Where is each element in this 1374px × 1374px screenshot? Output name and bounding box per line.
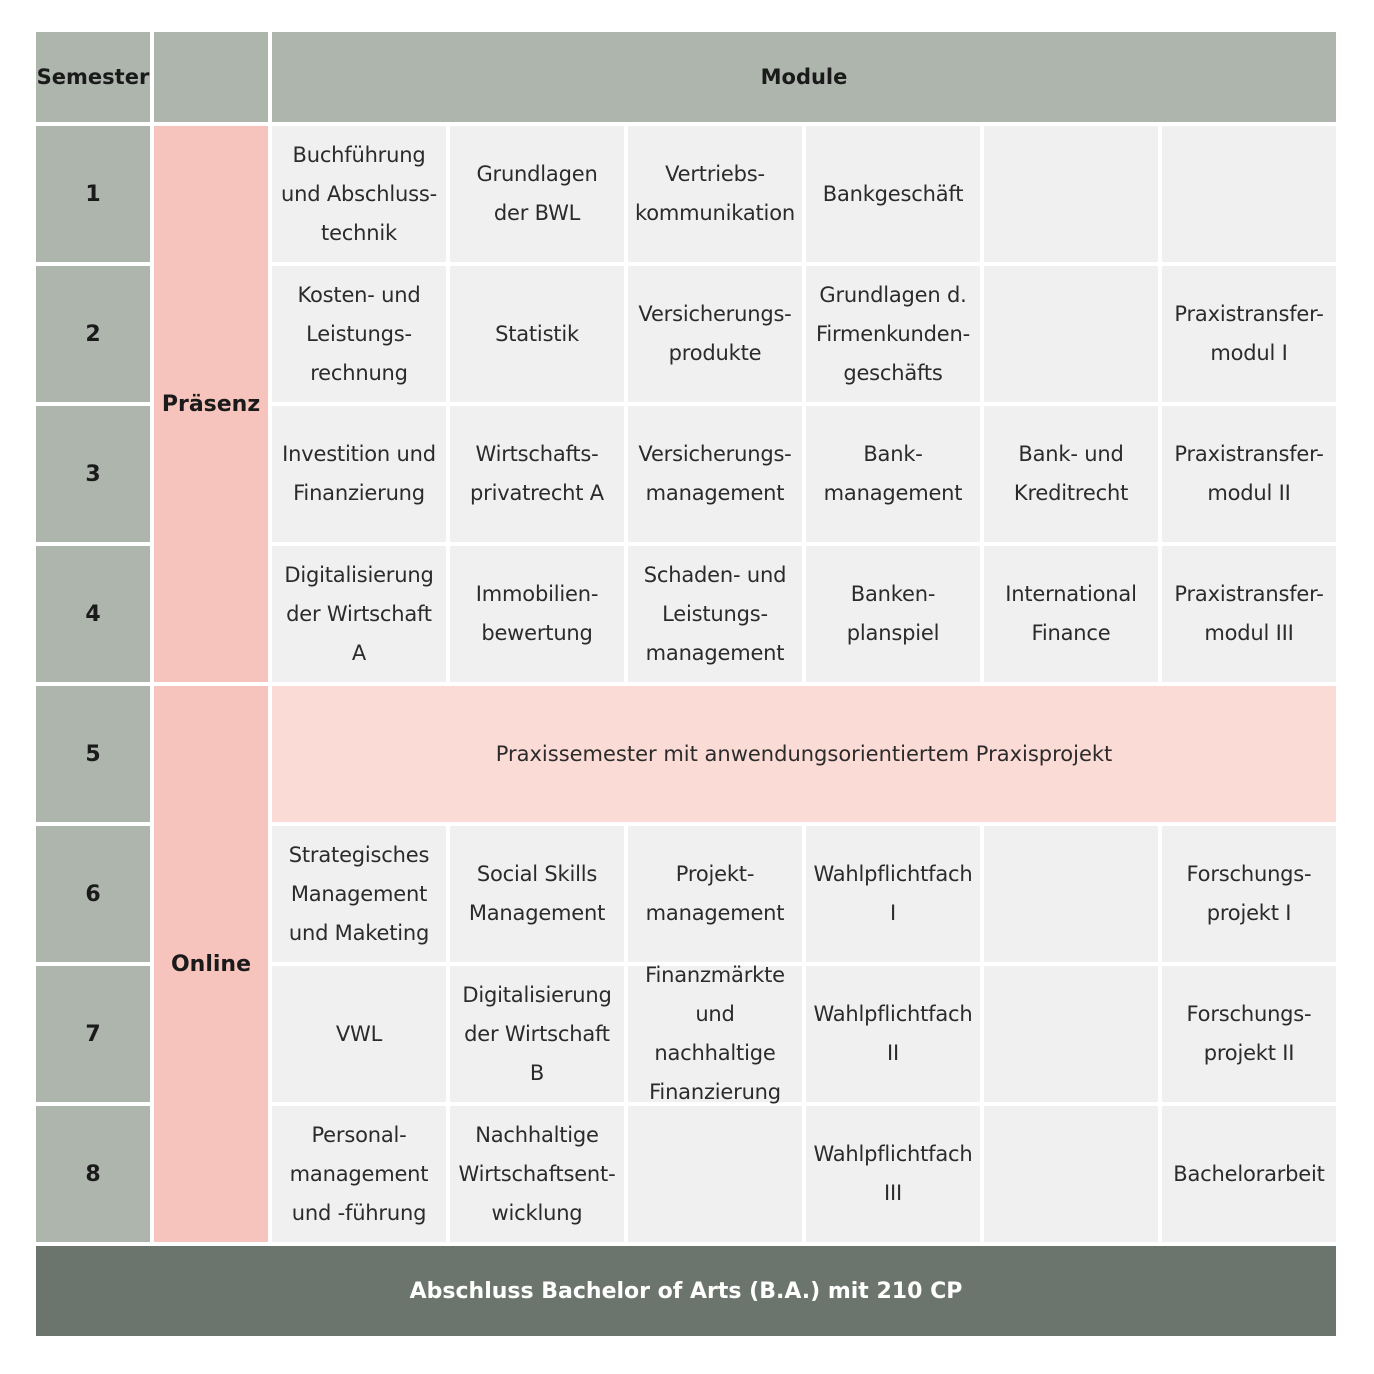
curriculum-table	[36, 32, 1332, 1336]
semester-number: 3	[36, 406, 150, 542]
module-cell: Strategisches Management und Maketing	[272, 826, 446, 962]
module-cell: International Finance	[984, 546, 1158, 682]
module-cell: Wahlpflichtfach I	[806, 826, 980, 962]
module-cell	[984, 126, 1158, 262]
degree-footer: Abschluss Bachelor of Arts (B.A.) mit 210 CP	[36, 1246, 1336, 1336]
module-cell: Schaden- und Leistungs- management	[628, 546, 802, 682]
module-cell: Praxistransfer- modul I	[1162, 266, 1336, 402]
semester-number: 7	[36, 966, 150, 1102]
module-cell: Nachhaltige Wirtschaftsent- wicklung	[450, 1106, 624, 1242]
module-cell: Bank- management	[806, 406, 980, 542]
module-cell: Grundlagen der BWL	[450, 126, 624, 262]
module-cell	[984, 826, 1158, 962]
semester-number: 8	[36, 1106, 150, 1242]
module-cell: Kosten- und Leistungs- rechnung	[272, 266, 446, 402]
semester-number: 6	[36, 826, 150, 962]
module-cell: Investition und Finanzierung	[272, 406, 446, 542]
semester-number: 2	[36, 266, 150, 402]
module-cell: Personal- management und -führung	[272, 1106, 446, 1242]
module-cell: Digitalisierung der Wirtschaft B	[450, 966, 624, 1102]
module-cell: Immobilien- bewertung	[450, 546, 624, 682]
module-cell: Statistik	[450, 266, 624, 402]
semester-number: 5	[36, 686, 150, 822]
module-cell: Banken- planspiel	[806, 546, 980, 682]
module-cell: Finanzmärkte und nachhaltige Finanzierung	[628, 966, 802, 1102]
module-cell: Bachelorarbeit	[1162, 1106, 1336, 1242]
module-cell: Wirtschafts- privatrecht A	[450, 406, 624, 542]
module-cell: Grundlagen d. Firmenkunden- geschäfts	[806, 266, 980, 402]
module-cell	[984, 966, 1158, 1102]
module-cell: Buchführung und Abschluss- technik	[272, 126, 446, 262]
module-cell: Vertriebs- kommunikation	[628, 126, 802, 262]
module-cell: Projekt- management	[628, 826, 802, 962]
header-mode	[154, 32, 268, 122]
module-cell: Bankgeschäft	[806, 126, 980, 262]
module-cell	[984, 1106, 1158, 1242]
header-modules: Module	[272, 32, 1336, 122]
module-cell: Versicherungs- management	[628, 406, 802, 542]
module-cell: Forschungs- projekt II	[1162, 966, 1336, 1102]
mode-online: Online	[154, 686, 268, 1242]
module-cell	[628, 1106, 802, 1242]
module-cell: Wahlpflichtfach III	[806, 1106, 980, 1242]
module-cell: Wahlpflichtfach II	[806, 966, 980, 1102]
module-cell: Bank- und Kreditrecht	[984, 406, 1158, 542]
module-cell	[1162, 126, 1336, 262]
semester-number: 1	[36, 126, 150, 262]
module-cell: Versicherungs- produkte	[628, 266, 802, 402]
module-cell: Praxistransfer- modul III	[1162, 546, 1336, 682]
mode-presence: Präsenz	[154, 126, 268, 682]
semester-number: 4	[36, 546, 150, 682]
module-cell: VWL	[272, 966, 446, 1102]
header-semester: Semester	[36, 32, 150, 122]
module-cell: Social Skills Management	[450, 826, 624, 962]
module-cell: Praxistransfer- modul II	[1162, 406, 1336, 542]
module-cell: Digitalisierung der Wirtschaft A	[272, 546, 446, 682]
module-cell: Forschungs- projekt I	[1162, 826, 1336, 962]
praxis-semester-cell: Praxissemester mit anwendungsorientiertem Praxisprojekt	[272, 686, 1336, 822]
module-cell	[984, 266, 1158, 402]
